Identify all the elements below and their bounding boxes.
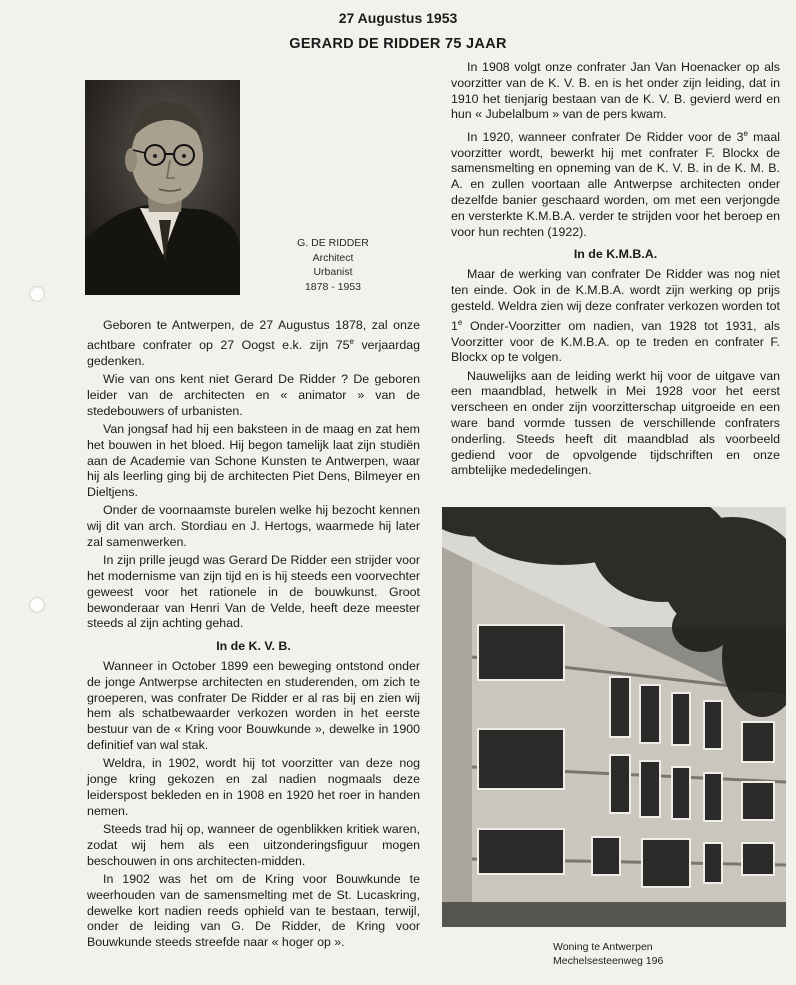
paragraph: Onder de voornaamste burelen welke hij bezocht kennen wij dit van arch. Stordiau en J. Hertogs, waarmede hij later zal samenwerken. xyxy=(87,503,420,549)
paragraph: In 1908 volgt onze confrater Jan Van Hoenacker op als voorzitter van de K. V. B. en is het onder zijn leiding, dat in 1910 het tienjarig bestaan van de K. V. B. gevierd werd en hun « Jubelalbum » van de pers kwam. xyxy=(451,60,780,122)
paragraph: In 1902 was het om de Kring voor Bouwkunde te weerhouden van de samensmelting met de St. Lucaskring, dewelke kort nadien reeds ophield van te bestaan, terwijl, onder de leiding van G. De Ridder, de Kring voor Bouwkunde steeds streefde naar « hoger op ». xyxy=(87,871,420,950)
punch-hole xyxy=(29,597,45,613)
photo-caption xyxy=(553,940,693,968)
building-photo xyxy=(442,507,786,927)
issue-date: 27 Augustus 1953 xyxy=(338,10,458,26)
paragraph: In 1920, wanneer confrater De Ridder voor de 3e maal voorzitter wordt, bewerkt hij met confrater F. Blockx de samensmelting en opneming van de K. V. B. in de K. M. B. A. en zullen voortaan alle Antwerpse architecten onder dezelfde banier geschaard worden, om met een verjongde en versterkte K.M.B.A. verder te strijden voor het beroep en voor hun rechten (1922). xyxy=(451,128,780,239)
caption-years: 1878 - 1953 xyxy=(304,280,362,293)
paragraph: Wanneer in October 1899 een beweging ontstond onder de jonge Antwerpse architecten en studerenden, om zich te groeperen, was confrater De Ridder er al ras bij en zien wij hem als schatbewaarder verkozen worden in het eerste bestuur van de « Kring voor Bouwkunde », dewelke in 1900 definitief van wal stak. xyxy=(87,659,420,753)
paragraph: In zijn prille jeugd was Gerard De Ridder een strijder voor het modernisme van zijn tijd en is hij steeds een voorvechter geweest voor het rationele in de bouwkunst. Groot bewonderaar van Henri Van de Velde, heeft deze meester steeds al zijn achting gehad. xyxy=(87,553,420,631)
portrait-photo xyxy=(85,80,240,295)
portrait-caption xyxy=(258,236,408,294)
photo-caption-line: Woning te Antwerpen xyxy=(553,941,653,953)
paragraph: Geboren te Antwerpen, de 27 Augustus 1878, zal onze achtbare confrater op 27 Oogst e.k. zijn 75e verjaardag gedenken. xyxy=(87,318,420,368)
right-column xyxy=(451,60,780,482)
section-heading: In de K.M.B.A. xyxy=(573,247,658,262)
caption-name: G. DE RIDDER xyxy=(297,237,369,249)
photo-caption-line: Mechelsesteenweg 196 xyxy=(553,955,664,967)
paragraph: Maar de werking van confrater De Ridder was nog niet ten einde. Ook in de K.M.B.A. wordt zijn werking op prijs gesteld. Weldra zien wij deze confrater verkozen worden tot 1e Onder-Voorzitter om nadien, van 1928 tot 1931, als Voorzitter voor de K.M.B.A. op te treden en confrater F. Blockx op te volgen. xyxy=(451,267,780,365)
punch-hole xyxy=(29,286,45,302)
paragraph: Wie van ons kent niet Gerard De Ridder ? De geboren leider van de architecten en « animator » van de stedebouwers of urbanisten. xyxy=(87,372,420,418)
paragraph: Steeds trad hij op, wanneer de ogenblikken kritiek waren, zodat wij hem als een uitzonderingsfiguur mogen beschouwen in ons architecten-midden. xyxy=(87,822,420,868)
caption-role: Urbanist xyxy=(313,266,353,278)
caption-role: Architect xyxy=(312,251,354,264)
left-column xyxy=(87,318,420,953)
section-heading: In de K. V. B. xyxy=(216,639,291,654)
paragraph: Weldra, in 1902, wordt hij tot voorzitter van deze nog jonge kring gekozen en zal nadien nogmaals deze leiderspost bekleden en in 1908 en 1920 het roer in handen nemen. xyxy=(87,756,420,818)
article-title: GERARD DE RIDDER 75 JAAR xyxy=(289,36,507,52)
paragraph: Nauwelijks aan de leiding werkt hij voor de uitgave van een maandblad, hetwelk in Mei 1928 voor het eerst verscheen en onder zijn voorzitterschap uitgroeide en een ware band vormde tussen de verschillende confraters onderling. Steeds heeft dit maandblad als voorbeeld gediend voor de opvolgende tijdschriften en onze ambtelijke mededelingen. xyxy=(451,368,780,478)
paragraph: Van jongsaf had hij een baksteen in de maag en zat hem het bouwen in het bloed. Hij begon tamelijk laat zijn studiën aan de Academie van Schone Kunsten te Antwerpen, waar hij als leerling ging bij de architecten Piet Dens, Bilmeyer en Dieltjens. xyxy=(87,421,420,500)
